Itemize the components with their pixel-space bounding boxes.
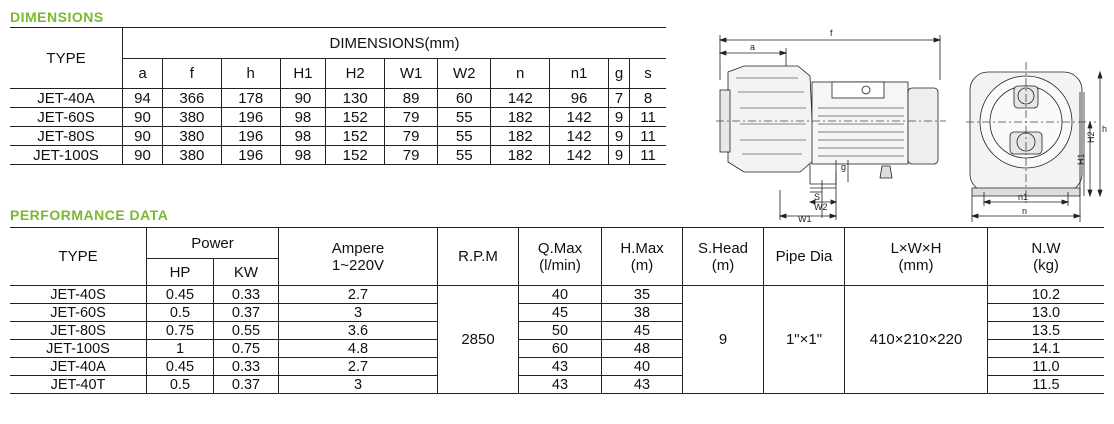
label-f: f [830,28,833,38]
dim-value-cell: 142 [550,146,609,165]
hp-header: HP [147,259,214,286]
dimensions-title: DIMENSIONS [10,9,104,25]
kw-cell: 0.55 [214,322,279,340]
kw-header: KW [214,259,279,286]
hmax-cell: 43 [602,376,683,394]
dim-value-cell: 182 [491,146,550,165]
shead-cell: 9 [683,286,764,394]
label-n1: n1 [1018,192,1029,202]
nw-cell: 13.5 [988,322,1105,340]
kw-cell: 0.33 [214,358,279,376]
dim-value-cell: 90 [123,127,163,146]
hp-cell: 0.75 [147,322,214,340]
dim-row [10,108,666,127]
dim-col-header-n1: n1 [550,59,609,89]
dim-col-header-f: f [162,59,221,89]
dim-col-header-n: n [491,59,550,89]
label-w1: W1 [798,214,812,224]
dim-value-cell: 196 [221,146,280,165]
dim-value-cell: 98 [280,127,326,146]
dim-value-cell: 196 [221,108,280,127]
label-w2: W2 [814,202,828,212]
hp-cell: 0.5 [147,376,214,394]
dim-value-cell: 90 [123,108,163,127]
dim-value-cell: 130 [326,89,385,108]
dim-value-cell: 55 [438,127,491,146]
dim-value-cell: 55 [438,146,491,165]
hp-cell: 1 [147,340,214,358]
ampere-cell: 3 [279,376,438,394]
nw-cell: 11.0 [988,358,1105,376]
dim-value-cell: 79 [385,108,438,127]
dim-value-cell: 7 [608,89,629,108]
dimensions-table [10,27,666,165]
dim-value-cell: 60 [438,89,491,108]
dim-value-cell: 90 [280,89,326,108]
perf-row [10,286,1104,304]
dim-value-cell: 79 [385,127,438,146]
nw-cell: 10.2 [988,286,1105,304]
dim-value-cell: 182 [491,127,550,146]
dim-row [10,127,666,146]
pipe-dia-header: Pipe Dia [764,228,845,286]
dim-value-cell: 142 [550,127,609,146]
qmax-cell: 43 [519,358,602,376]
dim-value-cell: 142 [550,108,609,127]
perf-type-cell: JET-80S [10,322,147,340]
dim-col-header-h2: H2 [326,59,385,89]
label-n: n [1022,206,1028,216]
dim-value-cell: 142 [491,89,550,108]
nw-cell: 14.1 [988,340,1105,358]
kw-cell: 0.37 [214,304,279,322]
perf-type-cell: JET-60S [10,304,147,322]
dim-value-cell: 196 [221,127,280,146]
dim-row [10,89,666,108]
dim-value-cell: 9 [608,127,629,146]
dim-value-cell: 9 [608,108,629,127]
label-g: g [841,162,847,172]
nw-header: N.W (kg) [988,228,1105,286]
dim-type-cell: JET-40A [10,89,123,108]
perf-type-header: TYPE [10,228,147,286]
dim-value-cell: 380 [162,146,221,165]
performance-table [10,227,1104,394]
dim-value-cell: 79 [385,146,438,165]
perf-type-cell: JET-40S [10,286,147,304]
dim-value-cell: 11 [630,108,666,127]
qmax-header: Q.Max (l/min) [519,228,602,286]
ampere-header: Ampere 1~220V [279,228,438,286]
dimensions-group-header: DIMENSIONS(mm) [123,28,667,59]
hmax-cell: 38 [602,304,683,322]
dim-value-cell: 152 [326,127,385,146]
hmax-header: H.Max (m) [602,228,683,286]
dim-value-cell: 182 [491,108,550,127]
dim-col-header-w2: W2 [438,59,491,89]
dim-type-cell: JET-80S [10,127,123,146]
perf-type-cell: JET-100S [10,340,147,358]
dim-row [10,146,666,165]
dim-col-header-h1: H1 [280,59,326,89]
hmax-cell: 48 [602,340,683,358]
dim-type-cell: JET-100S [10,146,123,165]
dim-col-header-g: g [608,59,629,89]
dim-value-cell: 89 [385,89,438,108]
dim-type-cell: JET-60S [10,108,123,127]
ampere-cell: 2.7 [279,286,438,304]
label-h1: H1 [1076,153,1086,165]
power-header: Power [147,228,279,259]
qmax-cell: 45 [519,304,602,322]
hp-cell: 0.45 [147,286,214,304]
performance-title: PERFORMANCE DATA [10,207,169,223]
dim-value-cell: 11 [630,127,666,146]
hp-cell: 0.45 [147,358,214,376]
ampere-cell: 3.6 [279,322,438,340]
qmax-cell: 50 [519,322,602,340]
type-header: TYPE [10,28,123,89]
dim-value-cell: 178 [221,89,280,108]
dim-value-cell: 98 [280,146,326,165]
dim-value-cell: 380 [162,127,221,146]
hmax-cell: 40 [602,358,683,376]
dim-col-header-h: h [221,59,280,89]
ampere-cell: 3 [279,304,438,322]
kw-cell: 0.37 [214,376,279,394]
label-s: S [814,192,821,202]
dim-col-header-a: a [123,59,163,89]
dim-value-cell: 98 [280,108,326,127]
kw-cell: 0.33 [214,286,279,304]
qmax-cell: 60 [519,340,602,358]
label-h2: H2 [1086,131,1096,143]
pipe-dia-cell: 1"×1" [764,286,845,394]
dim-value-cell: 96 [550,89,609,108]
lwh-cell: 410×210×220 [845,286,988,394]
dim-value-cell: 152 [326,146,385,165]
rpm-header: R.P.M [438,228,519,286]
dim-col-header-s: s [630,59,666,89]
perf-type-cell: JET-40A [10,358,147,376]
nw-cell: 13.0 [988,304,1105,322]
dim-value-cell: 152 [326,108,385,127]
dim-value-cell: 9 [608,146,629,165]
ampere-cell: 4.8 [279,340,438,358]
qmax-cell: 43 [519,376,602,394]
dim-value-cell: 90 [123,146,163,165]
hmax-cell: 45 [602,322,683,340]
label-a: a [750,42,756,52]
dim-value-cell: 11 [630,146,666,165]
dim-value-cell: 380 [162,108,221,127]
nw-cell: 11.5 [988,376,1105,394]
hp-cell: 0.5 [147,304,214,322]
qmax-cell: 40 [519,286,602,304]
hmax-cell: 35 [602,286,683,304]
pump-dimension-drawing [714,20,1106,224]
dim-value-cell: 55 [438,108,491,127]
kw-cell: 0.75 [214,340,279,358]
dim-col-header-w1: W1 [385,59,438,89]
label-h: h [1102,124,1108,134]
lwh-header: L×W×H (mm) [845,228,988,286]
ampere-cell: 2.7 [279,358,438,376]
dim-value-cell: 366 [162,89,221,108]
perf-type-cell: JET-40T [10,376,147,394]
dim-value-cell: 8 [630,89,666,108]
rpm-cell: 2850 [438,286,519,394]
shead-header: S.Head (m) [683,228,764,286]
dim-value-cell: 94 [123,89,163,108]
